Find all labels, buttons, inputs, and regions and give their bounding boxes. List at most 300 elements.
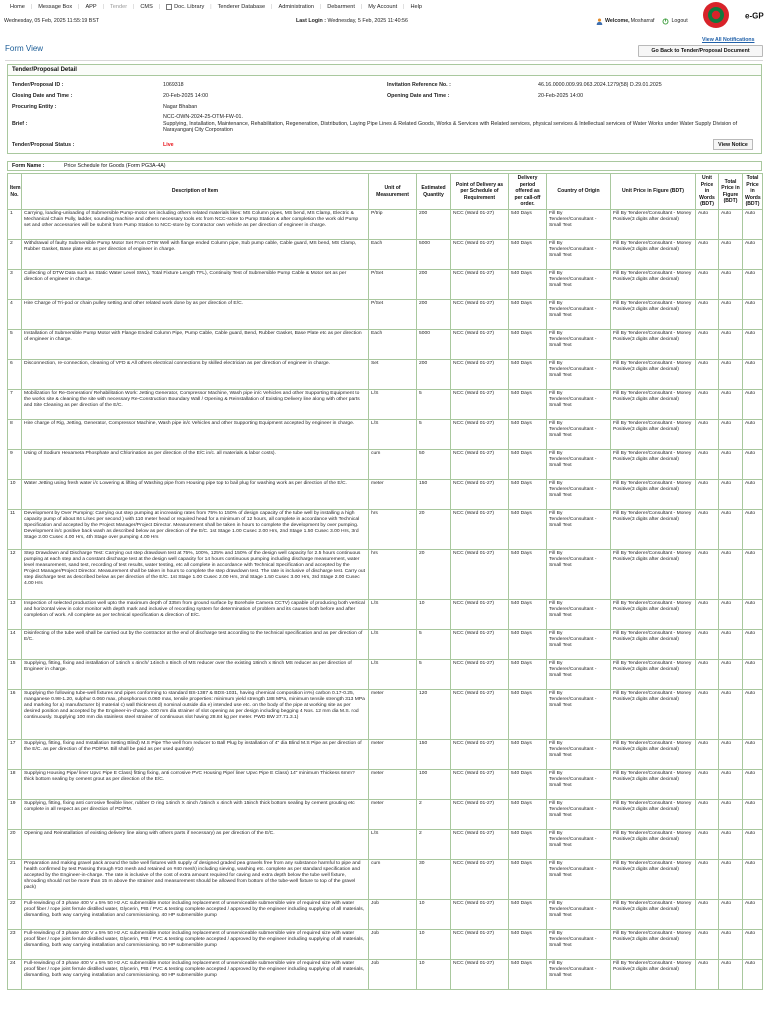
total-price-words: Auto [743,860,763,900]
item-description: Full-rewinding of 3 phase 400 V ± 5% 50 Hz AC submersible motor including replacement of unserviceable submersible wire of required size with water proof fiber / rope joint ferrule distilled water, Glycerin, PIB / PVC & testing complete accepted / approved by the engineer including supplying of all materials, dismantling, both way carrying installation and commissioning. 50 HP submersible pump [22,930,369,960]
table-row [8,900,763,930]
logo-text-bppa: BPPA [732,9,746,15]
total-price-figure: Auto [719,860,743,900]
unit-price-figure: Fill By Tenderer/Consultant - Money Positive(3 digits after decimal) [611,270,696,300]
header-info-bar [0,15,700,27]
unit-price-words: Auto [696,860,719,900]
item-no: 16 [8,690,22,740]
nav-item-label: Doc. Library [174,3,205,10]
estimated-quantity: 200 [417,270,451,300]
estimated-quantity: 150 [417,740,451,770]
unit-price-figure: Fill By Tenderer/Consultant - Money Positive(3 digits after decimal) [611,930,696,960]
unit-price-words: Auto [696,830,719,860]
unit-price-figure: Fill By Tenderer/Consultant - Money Positive(3 digits after decimal) [611,210,696,240]
nav-item-label: Debarment [327,3,355,10]
form-name-label: Form Name : [12,163,45,169]
delivery-period: 540 Days [509,830,547,860]
nav-item-label: Help [410,3,422,10]
unit-price-words: Auto [696,270,719,300]
unit-price-words: Auto [696,210,719,240]
item-no: 6 [8,360,22,390]
nav-separator: | [271,3,273,10]
brief-code: NCC-OWN-2024-25-OTM-FW-01. [163,114,243,120]
nav-separator: | [133,3,135,10]
column-header: Total Price in Figure (BDT) [719,174,743,210]
table-row [8,830,763,860]
unit-price-words: Auto [696,550,719,600]
nav-item-cms[interactable] [140,4,152,10]
nav-item-label: Tender [109,3,128,10]
estimated-quantity: 5000 [417,330,451,360]
delivery-period: 540 Days [509,420,547,450]
opening-date-value: 20-Feb-2025 14:00 [538,93,584,99]
divider [5,60,763,61]
unit-price-figure: Fill By Tenderer/Consultant - Money Positive(3 digits after decimal) [611,740,696,770]
column-header: Item No. [8,174,22,210]
country-of-origin: Fill By Tenderer/Consultant - Small Text [547,390,611,420]
total-price-words: Auto [743,900,763,930]
unit-price-words: Auto [696,360,719,390]
unit-price-words: Auto [696,660,719,690]
country-of-origin: Fill By Tenderer/Consultant - Small Text [547,600,611,630]
item-no: 20 [8,830,22,860]
point-of-delivery: NCC (Ward 01-27) [451,420,509,450]
estimated-quantity: 150 [417,480,451,510]
total-price-words: Auto [743,330,763,360]
point-of-delivery: NCC (Ward 01-27) [451,900,509,930]
unit-price-words: Auto [696,630,719,660]
country-of-origin: Fill By Tenderer/Consultant - Small Text [547,270,611,300]
nav-separator: | [30,3,33,10]
unit-of-measurement: L/S [369,830,417,860]
tender-status-value: Live [163,142,174,148]
estimated-quantity: 2 [417,800,451,830]
estimated-quantity: 100 [417,770,451,800]
table-row [8,800,763,830]
estimated-quantity: 200 [417,360,451,390]
point-of-delivery: NCC (Ward 01-27) [451,660,509,690]
nav-separator: | [319,3,322,10]
point-of-delivery: NCC (Ward 01-27) [451,270,509,300]
logout-label: Logout [671,18,688,24]
nav-item-tender[interactable] [110,4,127,10]
unit-of-measurement: Each [369,240,417,270]
unit-of-measurement: P/trip [369,210,417,240]
unit-price-words: Auto [696,450,719,480]
unit-price-words: Auto [696,770,719,800]
form-name-bar [7,161,762,171]
unit-price-words: Auto [696,930,719,960]
total-price-words: Auto [743,480,763,510]
nav-item-label: Tenderer Database [217,3,266,10]
user-name: Mosharraf [630,18,655,24]
delivery-period: 540 Days [509,450,547,480]
tender-detail-panel [7,64,762,154]
point-of-delivery: NCC (Ward 01-27) [451,550,509,600]
total-price-figure: Auto [719,660,743,690]
item-description: Mobilization for Re-Generation/ Rehabilitation Work: Jetting Generator, Compressor Machine, Wash pipe in/c Vehicles and other Supporting Equipment to the works site & cleaning the site with necessary Re-Construction Boundary Wall / Opening & Reinstallation of Existing Delivery line along with other parts and Site Cleaning as per direction of the E/C. [22,390,369,420]
unit-of-measurement: cum [369,860,417,900]
total-price-words: Auto [743,600,763,630]
unit-price-figure: Fill By Tenderer/Consultant - Money Positive(3 digits after decimal) [611,770,696,800]
total-price-figure: Auto [719,390,743,420]
unit-price-figure: Fill By Tenderer/Consultant - Money Positive(3 digits after decimal) [611,510,696,550]
unit-price-words: Auto [696,510,719,550]
table-row [8,480,763,510]
table-row [8,210,763,240]
country-of-origin: Fill By Tenderer/Consultant - Small Text [547,690,611,740]
unit-of-measurement: L/S [369,420,417,450]
point-of-delivery: NCC (Ward 01-27) [451,240,509,270]
table-row [8,660,763,690]
total-price-words: Auto [743,960,763,990]
nav-item-app[interactable] [85,4,96,10]
logout-icon [662,18,669,25]
view-notice-button[interactable]: View Notice [713,139,753,150]
estimated-quantity: 50 [417,450,451,480]
table-row [8,240,763,270]
delivery-period: 540 Days [509,900,547,930]
unit-price-figure: Fill By Tenderer/Consultant - Money Positive(3 digits after decimal) [611,450,696,480]
nav-item-debarment[interactable] [327,4,355,10]
total-price-figure: Auto [719,420,743,450]
item-description: Collecting of DTW Data such as Static Water Level SWL), Total Fixture Length TFL), Continuity Test of Submersible Pump Cable & Motor set as per direction of engineer in charge. [22,270,369,300]
delivery-period: 540 Days [509,390,547,420]
country-of-origin: Fill By Tenderer/Consultant - Small Text [547,740,611,770]
item-no: 13 [8,600,22,630]
estimated-quantity: 200 [417,210,451,240]
nav-item-home[interactable] [10,4,25,10]
estimated-quantity: 10 [417,900,451,930]
item-no: 9 [8,450,22,480]
unit-price-figure: Fill By Tenderer/Consultant - Money Positive(3 digits after decimal) [611,660,696,690]
checkbox-icon [166,4,172,10]
opening-date-label: Opening Date and Time : [387,93,450,99]
total-price-figure: Auto [719,270,743,300]
unit-of-measurement: P/Set [369,270,417,300]
nav-separator: | [360,3,363,10]
unit-price-figure: Fill By Tenderer/Consultant - Money Positive(3 digits after decimal) [611,960,696,990]
total-price-figure: Auto [719,360,743,390]
total-price-words: Auto [743,930,763,960]
column-header: Point of Delivery as per Schedule of Requirement [451,174,509,210]
unit-price-words: Auto [696,800,719,830]
total-price-words: Auto [743,830,763,860]
item-description: Opening and Reinstallation of existing delivery line along with others parts if necessary) as per direction of the E/C. [22,830,369,860]
delivery-period: 540 Days [509,740,547,770]
unit-price-figure: Fill By Tenderer/Consultant - Money Positive(3 digits after decimal) [611,480,696,510]
point-of-delivery: NCC (Ward 01-27) [451,860,509,900]
unit-price-figure: Fill By Tenderer/Consultant - Money Positive(3 digits after decimal) [611,630,696,660]
closing-date-label: Closing Date and Time : [12,93,73,99]
point-of-delivery: NCC (Ward 01-27) [451,390,509,420]
point-of-delivery: NCC (Ward 01-27) [451,510,509,550]
estimated-quantity: 5 [417,420,451,450]
estimated-quantity: 5 [417,660,451,690]
column-header: Unit Price in Words (BDT) [696,174,719,210]
point-of-delivery: NCC (Ward 01-27) [451,800,509,830]
country-of-origin: Fill By Tenderer/Consultant - Small Text [547,240,611,270]
delivery-period: 540 Days [509,300,547,330]
unit-price-figure: Fill By Tenderer/Consultant - Money Positive(3 digits after decimal) [611,360,696,390]
item-no: 4 [8,300,22,330]
unit-of-measurement: Job [369,960,417,990]
column-header: Description of Item [22,174,369,210]
item-description: Withdrawal of faulty Submersible Pump Motor Set From DTW Well with flange ended Column pipe, Sub pump cable, Cable guard, MS bend, MS Clamp, Rubber Gasket, Base plate etc as per direction of engineer in charge. [22,240,369,270]
unit-price-words: Auto [696,740,719,770]
total-price-words: Auto [743,740,763,770]
point-of-delivery: NCC (Ward 01-27) [451,740,509,770]
total-price-words: Auto [743,510,763,550]
delivery-period: 540 Days [509,630,547,660]
nav-item-tenderer-database[interactable] [218,4,266,10]
item-no: 21 [8,860,22,900]
point-of-delivery: NCC (Ward 01-27) [451,300,509,330]
total-price-figure: Auto [719,960,743,990]
country-of-origin: Fill By Tenderer/Consultant - Small Text [547,660,611,690]
total-price-words: Auto [743,450,763,480]
unit-price-words: Auto [696,480,719,510]
unit-price-words: Auto [696,240,719,270]
item-description: Full-rewinding of 3 phase 400 V ± 5% 50 Hz AC submersible motor including replacement of unserviceable submersible wire of required size with water proof fiber / rope joint ferrule distilled water, Glycerin, PIB / PVC & testing complete accepted / approved by the engineer including supplying of all materials, dismantling, both way carrying installation and commissioning. 40 HP submersible pump [22,900,369,930]
item-no: 12 [8,550,22,600]
item-no: 15 [8,660,22,690]
point-of-delivery: NCC (Ward 01-27) [451,210,509,240]
procuring-entity-value: Nagar Bhaban [163,104,198,110]
total-price-figure: Auto [719,240,743,270]
total-price-figure: Auto [719,510,743,550]
delivery-period: 540 Days [509,210,547,240]
country-of-origin: Fill By Tenderer/Consultant - Small Text [547,330,611,360]
delivery-period: 540 Days [509,330,547,360]
price-schedule-table [7,173,763,990]
total-price-words: Auto [743,240,763,270]
delivery-period: 540 Days [509,270,547,300]
table-row [8,960,763,990]
tender-id-label: Tender/Proposal ID : [12,82,64,88]
unit-price-figure: Fill By Tenderer/Consultant - Money Positive(3 digits after decimal) [611,420,696,450]
item-no: 11 [8,510,22,550]
nav-item-help[interactable] [410,4,422,10]
item-description: Disconnection, re-connection, cleaning of VFD & All others electrical connections by skilled electrician as per direction of engineer in charge. [22,360,369,390]
point-of-delivery: NCC (Ward 01-27) [451,630,509,660]
logout-link[interactable] [662,18,687,25]
total-price-words: Auto [743,420,763,450]
delivery-period: 540 Days [509,550,547,600]
column-header: Delivery period offered as per call-off order. [509,174,547,210]
total-price-figure: Auto [719,330,743,360]
item-no: 17 [8,740,22,770]
delivery-period: 540 Days [509,930,547,960]
table-row [8,860,763,900]
item-description: Supplying, fitting, fixing and installation of 14inch x 4inch/ 14inch x 8inch of MS reducer over the existing 18inch x 8inch MS reducer as per direction of Engineer in charge. [22,660,369,690]
estimated-quantity: 200 [417,300,451,330]
country-of-origin: Fill By Tenderer/Consultant - Small Text [547,420,611,450]
country-of-origin: Fill By Tenderer/Consultant - Small Text [547,630,611,660]
view-all-notifications-link[interactable]: View All Notifications [702,37,755,43]
nav-separator: | [78,3,80,10]
unit-price-words: Auto [696,420,719,450]
invitation-ref-label: Invitation Reference No. : [387,82,451,88]
nav-item-doc-library[interactable] [166,4,204,10]
item-no: 1 [8,210,22,240]
unit-price-figure: Fill By Tenderer/Consultant - Money Positive(3 digits after decimal) [611,690,696,740]
unit-price-words: Auto [696,390,719,420]
item-no: 22 [8,900,22,930]
country-of-origin: Fill By Tenderer/Consultant - Small Text [547,860,611,900]
point-of-delivery: NCC (Ward 01-27) [451,690,509,740]
item-no: 18 [8,770,22,800]
unit-of-measurement: L/S [369,600,417,630]
top-navigation [0,0,700,13]
total-price-figure: Auto [719,550,743,600]
total-price-figure: Auto [719,930,743,960]
item-description: Supplying, fitting, fixing and Installation Setting Blind) M.S Pipe The well from reducer to Ball Plug by installation of 4" dia Blind M.S Pipe as per direction of the E/C. as per direction of the PD/PM. Bill shall be paid as per used quantity) [22,740,369,770]
estimated-quantity: 20 [417,510,451,550]
nav-item-message-box[interactable] [38,4,72,10]
total-price-words: Auto [743,270,763,300]
item-no: 10 [8,480,22,510]
point-of-delivery: NCC (Ward 01-27) [451,830,509,860]
table-header-row [8,174,763,210]
delivery-period: 540 Days [509,660,547,690]
unit-price-figure: Fill By Tenderer/Consultant - Money Positive(3 digits after decimal) [611,300,696,330]
item-description: Hire charge of Rig, Jetting, Generator, Compressor Machine, Wash pipe in/c Vehicles and other Supporting Equipment accepted by engineer in charge. [22,420,369,450]
estimated-quantity: 20 [417,550,451,600]
table-body [8,210,763,990]
unit-price-figure: Fill By Tenderer/Consultant - Money Positive(3 digits after decimal) [611,800,696,830]
nav-item-label: Message Box [38,3,73,10]
total-price-figure: Auto [719,450,743,480]
tender-detail-heading: Tender/Proposal Detail [8,65,761,76]
delivery-period: 540 Days [509,510,547,550]
column-header: Total Price in Words (BDT) [743,174,763,210]
unit-price-figure: Fill By Tenderer/Consultant - Money Positive(3 digits after decimal) [611,830,696,860]
page-title: Form View [5,44,44,53]
point-of-delivery: NCC (Ward 01-27) [451,450,509,480]
user-icon [596,18,603,25]
table-row [8,390,763,420]
unit-price-figure: Fill By Tenderer/Consultant - Money Positive(3 digits after decimal) [611,390,696,420]
total-price-words: Auto [743,770,763,800]
unit-of-measurement: L/S [369,390,417,420]
unit-price-words: Auto [696,690,719,740]
estimated-quantity: 10 [417,930,451,960]
item-description: Hire Charge of Tri-pod or chain pulley setting and other related work done by as per direction of E/C. [22,300,369,330]
item-no: 7 [8,390,22,420]
point-of-delivery: NCC (Ward 01-27) [451,770,509,800]
estimated-quantity: 5 [417,390,451,420]
unit-price-words: Auto [696,300,719,330]
table-row [8,930,763,960]
total-price-figure: Auto [719,300,743,330]
country-of-origin: Fill By Tenderer/Consultant - Small Text [547,930,611,960]
total-price-figure: Auto [719,830,743,860]
item-no: 23 [8,930,22,960]
unit-price-figure: Fill By Tenderer/Consultant - Money Positive(3 digits after decimal) [611,600,696,630]
table-row [8,360,763,390]
estimated-quantity: 120 [417,690,451,740]
total-price-figure: Auto [719,210,743,240]
estimated-quantity: 30 [417,860,451,900]
item-description: Disinfecting of the tube well shall be carried out by the contractor at the end of discharge test according to the technical specification and as per direction of E/C. [22,630,369,660]
back-to-tender-button[interactable]: Go Back to Tender/Proposal Document [638,45,763,57]
closing-date-value: 20-Feb-2025 14:00 [163,93,209,99]
table-row [8,740,763,770]
total-price-figure: Auto [719,690,743,740]
table-row [8,450,763,480]
table-row [8,270,763,300]
nav-item-my-account[interactable] [368,4,397,10]
item-no: 3 [8,270,22,300]
unit-of-measurement: meter [369,480,417,510]
nav-separator: | [102,3,104,10]
table-row [8,300,763,330]
delivery-period: 540 Days [509,360,547,390]
item-no: 19 [8,800,22,830]
point-of-delivery: NCC (Ward 01-27) [451,360,509,390]
unit-price-words: Auto [696,960,719,990]
item-description: Inspection of selected production well upto the maximum depth of 335m from ground surface by Borehole Camera CCTV) capable of producing both vertical and horizontal view in color monitor with depth mark and inclusive of recording system for determination of problem and its causes both before and after completion of work. All complete as per technical specification & direction of E/C. [22,600,369,630]
total-price-figure: Auto [719,600,743,630]
table-row [8,510,763,550]
item-no: 14 [8,630,22,660]
total-price-words: Auto [743,360,763,390]
brief-text: Supplying, Installation, Maintenance, Rehabilitation, Regeneration, Distribution, Laying Pipe Lines & Related Goods, Works & Services with Related services, physical services & Intellectual services of Water Works under Water Supply Division of Narayanganj City Corporation [163,121,738,133]
item-description: Using of Sodium Hexameta Phosphate and Chlorination as per direction of the E/C in/c. all materials & labor costs). [22,450,369,480]
total-price-figure: Auto [719,740,743,770]
unit-of-measurement: meter [369,800,417,830]
current-datetime: Wednesday, 05 Feb, 2025 11:55:19 BST [4,18,100,24]
table-row [8,600,763,630]
point-of-delivery: NCC (Ward 01-27) [451,480,509,510]
unit-of-measurement: hrs [369,550,417,600]
tender-id-value: 1069318 [163,82,184,88]
invitation-ref-value: 46.16.0000.009.99.063.2024.1279(58) D.29.01.2025 [538,82,662,88]
point-of-delivery: NCC (Ward 01-27) [451,930,509,960]
unit-price-words: Auto [696,600,719,630]
item-description: Development by Over Pumping: Carrying out step pumping at increasing rates from 75% to 150% of design capacity of the tube well by installing a high capacity pump of about 84 L/sec per second ) with 110 meter head or required head for a minimum of 12 hours, all complete in accordance with Technical Specification and accepted by the Project Manager/Project Director. Measurement shall be taken in hours to complete the development by over pumping. Development in/c positive back wash as described below as per direction of the E/C. 1st Stage 1.00 Cusec 2.00 Hrs, 2nd Stage 1.50 Cusec 3.00 Hrs, 3rd Stage 2.00 Cusec 4.00 Hrs, 4th Stage over pumping 4.00 Hrs [22,510,369,550]
unit-of-measurement: Set [369,360,417,390]
total-price-figure: Auto [719,770,743,800]
unit-of-measurement: hrs [369,510,417,550]
column-header: Unit Price in Figure (BDT) [611,174,696,210]
table-row [8,330,763,360]
estimated-quantity: 2 [417,830,451,860]
delivery-period: 540 Days [509,960,547,990]
country-of-origin: Fill By Tenderer/Consultant - Small Text [547,800,611,830]
item-description: Supplying Housing Pipe/ liner Upvc Pipe E Class) fitting fixing, anti corrosive PVC Housing Pipe/ liner Upvc Pipe E Class) 14" minimum Thickess 6mm? thick bottom sealing by cement grout as per direction of the E/C. [22,770,369,800]
item-description: Carrying, loading-unloading of Submersible Pump-motor set including others related materials likes: MS Column pipes, MS bend, MS Clamp, Electric & Mechanical Chain Pully, ladder, sounding machine and others necessary tools etc from NCC-store to Pump Station & after completion the work old Pump set and other accessories will be submit from Pump Station to NCC-store by Contractor own vehicle as per direction of engineer in charge. [22,210,369,240]
unit-price-words: Auto [696,900,719,930]
item-description: Supplying the following tube-well fixtures and pipes conforming to standard BS-1387 & BDS-1031, having chemical composition in%) carbon 0.17-0.25, manganese 0.98-1.20, sulphur 0.060 max, phosphorous 0.060 max, tensile properties: minimum yield strength 188 MPa, minimum tensile strength 313 MPa and marking for a) manufacturer b) material c) wall thickness d) nominal outside dia e) intended use etc. on the body of the pipe at working site as per desired position and accepted by the Engineer-in-charge. 100 mm dia strainer of slot opening as per design including begging 4 Nos. 12 mm dia M.S. rod continuously. Supplying 100 mm dia stainless steel strainer of continuous slot having 28.84 kg per meter. PWD BW 27.71.3.1) [22,690,369,740]
country-of-origin: Fill By Tenderer/Consultant - Small Text [547,960,611,990]
item-description: Step Drawdown and Discharge Test: Carrying out step drawdown test at 75%, 100%, 125% and 150% of the design well capacity for 2.5 hours continuous pumping at each step and a constant discharge test at the design well capacity for 14 hours continuous pumping including discharge measurement, water level measurement, sand test, recording of test results, water testing, etc all complete in accordance with Technical Specification and accepted by the Project Manager/Project Director. Measurement shall be taken in hours to complete the step drawdown test. The rate is inclusive of discharge test. Carry out step discharge test as described below as per direction of the E/C. 1st Stage 1.00 Cusec 2.00 Hrs, 2nd Stage 1.50 Cusec 3.00 Hrs, 3rd Stage 2.00 Cusec 4.00 Hrs [22,550,369,600]
country-of-origin: Fill By Tenderer/Consultant - Small Text [547,360,611,390]
unit-of-measurement: Job [369,930,417,960]
unit-price-figure: Fill By Tenderer/Consultant - Money Positive(3 digits after decimal) [611,900,696,930]
nav-item-administration[interactable] [278,4,313,10]
unit-of-measurement: P/Set [369,300,417,330]
item-description: Installation of Submersible Pump Motor with Flange Ended Column Pipe, Pump Cable, Cable guard, Bend, Rubber Gasket, Base Plate etc as per direction of engineer in charge. [22,330,369,360]
total-price-words: Auto [743,210,763,240]
country-of-origin: Fill By Tenderer/Consultant - Small Text [547,510,611,550]
column-header: Unit of Measurement [369,174,417,210]
form-name-value: Price Schedule for Goods (Form PG3A-4A) [64,163,166,169]
nav-item-label: My Account [368,3,398,10]
nav-separator: | [210,3,212,10]
unit-price-figure: Fill By Tenderer/Consultant - Money Positive(3 digits after decimal) [611,240,696,270]
